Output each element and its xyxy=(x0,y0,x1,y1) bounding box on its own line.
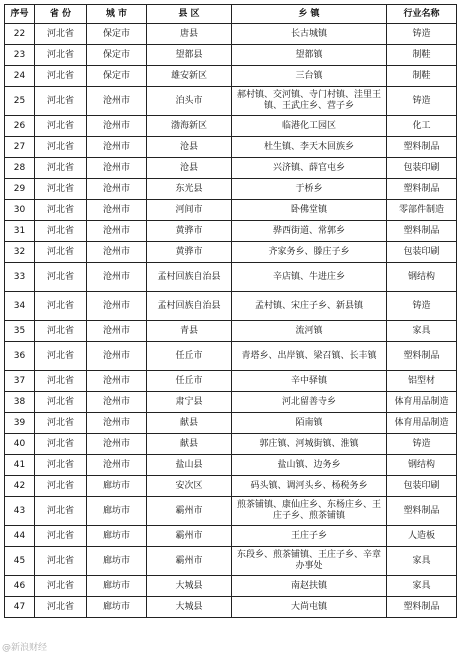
cell-industry: 塑料制品 xyxy=(387,342,457,371)
cell-index: 30 xyxy=(5,200,35,221)
cell-industry: 家具 xyxy=(387,321,457,342)
cell-city: 沧州市 xyxy=(87,137,147,158)
cell-index: 31 xyxy=(5,221,35,242)
cell-index: 24 xyxy=(5,66,35,87)
table-row xyxy=(5,321,457,342)
cell-industry: 铸造 xyxy=(387,24,457,45)
table-row xyxy=(5,221,457,242)
cell-county: 沧县 xyxy=(147,137,232,158)
cell-city: 沧州市 xyxy=(87,158,147,179)
header-province: 省 份 xyxy=(35,5,87,24)
cell-province: 河北省 xyxy=(35,116,87,137)
cell-industry: 零部件制造 xyxy=(387,200,457,221)
cell-province: 河北省 xyxy=(35,66,87,87)
cell-town: 齐家务乡、滕庄子乡 xyxy=(232,242,387,263)
cell-province: 河北省 xyxy=(35,576,87,597)
cell-city: 沧州市 xyxy=(87,434,147,455)
cell-city: 保定市 xyxy=(87,24,147,45)
cell-industry: 体育用品制造 xyxy=(387,413,457,434)
cell-index: 26 xyxy=(5,116,35,137)
cell-county: 唐县 xyxy=(147,24,232,45)
cell-province: 河北省 xyxy=(35,242,87,263)
cell-industry: 铸造 xyxy=(387,292,457,321)
cell-county: 望都县 xyxy=(147,45,232,66)
cell-industry: 塑料制品 xyxy=(387,179,457,200)
header-town: 乡 镇 xyxy=(232,5,387,24)
table-row xyxy=(5,547,457,576)
cell-county: 青县 xyxy=(147,321,232,342)
cell-town: 青塔乡、出岸镇、梁召镇、长丰镇 xyxy=(232,342,387,371)
cell-county: 献县 xyxy=(147,434,232,455)
cell-industry: 包装印刷 xyxy=(387,242,457,263)
cell-industry: 包装印刷 xyxy=(387,158,457,179)
cell-province: 河北省 xyxy=(35,526,87,547)
cell-county: 东光县 xyxy=(147,179,232,200)
cell-city: 廊坊市 xyxy=(87,547,147,576)
table-row xyxy=(5,66,457,87)
cell-city: 沧州市 xyxy=(87,263,147,292)
cell-town: 孟村镇、宋庄子乡、新县镇 xyxy=(232,292,387,321)
cell-town: 煎茶铺镇、康仙庄乡、东杨庄乡、王庄子乡、煎茶铺镇 xyxy=(232,497,387,526)
cell-county: 献县 xyxy=(147,413,232,434)
cell-county: 霸州市 xyxy=(147,547,232,576)
table-row xyxy=(5,292,457,321)
table-row xyxy=(5,45,457,66)
cell-county: 黄骅市 xyxy=(147,242,232,263)
cell-town: 陌南镇 xyxy=(232,413,387,434)
cell-town: 兴济镇、薛官屯乡 xyxy=(232,158,387,179)
cell-province: 河北省 xyxy=(35,200,87,221)
cell-province: 河北省 xyxy=(35,137,87,158)
cell-town: 长古城镇 xyxy=(232,24,387,45)
table-row xyxy=(5,158,457,179)
table-row xyxy=(5,455,457,476)
cell-industry: 塑料制品 xyxy=(387,221,457,242)
cell-town: 码头镇、调河头乡、杨税务乡 xyxy=(232,476,387,497)
cell-city: 保定市 xyxy=(87,45,147,66)
table-row xyxy=(5,179,457,200)
cell-index: 22 xyxy=(5,24,35,45)
watermark: @新浪财经 xyxy=(2,643,48,653)
cell-industry: 制鞋 xyxy=(387,45,457,66)
cell-town: 三台镇 xyxy=(232,66,387,87)
cell-county: 肃宁县 xyxy=(147,392,232,413)
cell-index: 38 xyxy=(5,392,35,413)
cell-town: 望都镇 xyxy=(232,45,387,66)
cell-town: 河北留善寺乡 xyxy=(232,392,387,413)
cell-province: 河北省 xyxy=(35,179,87,200)
cell-index: 47 xyxy=(5,597,35,618)
cell-province: 河北省 xyxy=(35,342,87,371)
table-row xyxy=(5,263,457,292)
cell-industry: 塑料制品 xyxy=(387,137,457,158)
table-row xyxy=(5,597,457,618)
cell-county: 沧县 xyxy=(147,158,232,179)
table-row xyxy=(5,371,457,392)
industry-table xyxy=(4,4,457,618)
cell-index: 42 xyxy=(5,476,35,497)
cell-town: 南赵扶镇 xyxy=(232,576,387,597)
table-row xyxy=(5,137,457,158)
cell-index: 29 xyxy=(5,179,35,200)
table-row xyxy=(5,476,457,497)
cell-county: 黄骅市 xyxy=(147,221,232,242)
cell-county: 盐山县 xyxy=(147,455,232,476)
cell-province: 河北省 xyxy=(35,158,87,179)
cell-town: 临港化工园区 xyxy=(232,116,387,137)
cell-city: 沧州市 xyxy=(87,342,147,371)
table-row xyxy=(5,392,457,413)
cell-industry: 铝型材 xyxy=(387,371,457,392)
cell-county: 任丘市 xyxy=(147,371,232,392)
cell-town: 杜生镇、李天木回族乡 xyxy=(232,137,387,158)
cell-province: 河北省 xyxy=(35,392,87,413)
cell-county: 孟村回族自治县 xyxy=(147,263,232,292)
cell-county: 河间市 xyxy=(147,200,232,221)
cell-county: 孟村回族自治县 xyxy=(147,292,232,321)
cell-index: 36 xyxy=(5,342,35,371)
cell-index: 28 xyxy=(5,158,35,179)
cell-index: 25 xyxy=(5,87,35,116)
table-row xyxy=(5,342,457,371)
cell-city: 廊坊市 xyxy=(87,476,147,497)
cell-city: 廊坊市 xyxy=(87,526,147,547)
cell-city: 沧州市 xyxy=(87,371,147,392)
cell-town: 卧佛堂镇 xyxy=(232,200,387,221)
header-industry: 行业名称 xyxy=(387,5,457,24)
cell-town: 于桥乡 xyxy=(232,179,387,200)
cell-town: 郝村镇、交河镇、寺门村镇、洼里王镇、王武庄乡、营子乡 xyxy=(232,87,387,116)
cell-province: 河北省 xyxy=(35,221,87,242)
cell-province: 河北省 xyxy=(35,292,87,321)
cell-city: 沧州市 xyxy=(87,292,147,321)
cell-city: 沧州市 xyxy=(87,321,147,342)
cell-county: 泊头市 xyxy=(147,87,232,116)
cell-industry: 铸造 xyxy=(387,434,457,455)
table-row xyxy=(5,242,457,263)
cell-city: 廊坊市 xyxy=(87,597,147,618)
cell-index: 35 xyxy=(5,321,35,342)
cell-index: 44 xyxy=(5,526,35,547)
cell-city: 沧州市 xyxy=(87,179,147,200)
cell-industry: 人造板 xyxy=(387,526,457,547)
cell-industry: 塑料制品 xyxy=(387,597,457,618)
cell-province: 河北省 xyxy=(35,497,87,526)
cell-industry: 家具 xyxy=(387,547,457,576)
cell-town: 东段乡、煎茶铺镇、王庄子乡、辛章办事处 xyxy=(232,547,387,576)
cell-town: 辛店镇、牛进庄乡 xyxy=(232,263,387,292)
cell-index: 37 xyxy=(5,371,35,392)
cell-index: 27 xyxy=(5,137,35,158)
cell-index: 46 xyxy=(5,576,35,597)
cell-city: 沧州市 xyxy=(87,413,147,434)
cell-province: 河北省 xyxy=(35,263,87,292)
cell-town: 流河镇 xyxy=(232,321,387,342)
cell-province: 河北省 xyxy=(35,476,87,497)
cell-city: 沧州市 xyxy=(87,242,147,263)
table-row xyxy=(5,116,457,137)
cell-city: 沧州市 xyxy=(87,455,147,476)
cell-city: 廊坊市 xyxy=(87,576,147,597)
cell-index: 23 xyxy=(5,45,35,66)
cell-county: 安次区 xyxy=(147,476,232,497)
table-row xyxy=(5,526,457,547)
table-row xyxy=(5,200,457,221)
cell-province: 河北省 xyxy=(35,413,87,434)
cell-town: 郭庄镇、河城街镇、淮镇 xyxy=(232,434,387,455)
cell-county: 大城县 xyxy=(147,576,232,597)
cell-county: 雄安新区 xyxy=(147,66,232,87)
cell-town: 大尚屯镇 xyxy=(232,597,387,618)
cell-city: 沧州市 xyxy=(87,200,147,221)
cell-county: 渤海新区 xyxy=(147,116,232,137)
cell-industry: 铸造 xyxy=(387,87,457,116)
cell-industry: 家具 xyxy=(387,576,457,597)
cell-county: 大城县 xyxy=(147,597,232,618)
cell-city: 沧州市 xyxy=(87,221,147,242)
cell-index: 43 xyxy=(5,497,35,526)
cell-industry: 塑料制品 xyxy=(387,497,457,526)
cell-index: 32 xyxy=(5,242,35,263)
table-row xyxy=(5,87,457,116)
table-row xyxy=(5,413,457,434)
cell-city: 沧州市 xyxy=(87,392,147,413)
cell-province: 河北省 xyxy=(35,321,87,342)
cell-town: 王庄子乡 xyxy=(232,526,387,547)
header-index: 序号 xyxy=(5,5,35,24)
table-header-row xyxy=(5,5,457,24)
cell-index: 33 xyxy=(5,263,35,292)
cell-city: 保定市 xyxy=(87,66,147,87)
cell-county: 霸州市 xyxy=(147,526,232,547)
cell-province: 河北省 xyxy=(35,455,87,476)
cell-county: 任丘市 xyxy=(147,342,232,371)
cell-city: 沧州市 xyxy=(87,87,147,116)
cell-province: 河北省 xyxy=(35,597,87,618)
cell-industry: 钢结构 xyxy=(387,455,457,476)
cell-province: 河北省 xyxy=(35,371,87,392)
cell-province: 河北省 xyxy=(35,87,87,116)
table-row xyxy=(5,576,457,597)
cell-province: 河北省 xyxy=(35,45,87,66)
cell-province: 河北省 xyxy=(35,24,87,45)
cell-industry: 化工 xyxy=(387,116,457,137)
cell-index: 34 xyxy=(5,292,35,321)
cell-index: 40 xyxy=(5,434,35,455)
table-row xyxy=(5,434,457,455)
cell-industry: 体育用品制造 xyxy=(387,392,457,413)
cell-town: 辛中驿镇 xyxy=(232,371,387,392)
cell-index: 45 xyxy=(5,547,35,576)
cell-province: 河北省 xyxy=(35,434,87,455)
cell-index: 41 xyxy=(5,455,35,476)
table-row xyxy=(5,24,457,45)
cell-province: 河北省 xyxy=(35,547,87,576)
cell-town: 骅西街道、常郭乡 xyxy=(232,221,387,242)
cell-city: 沧州市 xyxy=(87,116,147,137)
cell-city: 廊坊市 xyxy=(87,497,147,526)
cell-industry: 钢结构 xyxy=(387,263,457,292)
cell-index: 39 xyxy=(5,413,35,434)
table-row xyxy=(5,497,457,526)
cell-industry: 包装印刷 xyxy=(387,476,457,497)
table-body xyxy=(5,24,457,618)
cell-county: 霸州市 xyxy=(147,497,232,526)
cell-town: 盐山镇、边务乡 xyxy=(232,455,387,476)
header-county: 县 区 xyxy=(147,5,232,24)
header-city: 城 市 xyxy=(87,5,147,24)
cell-industry: 制鞋 xyxy=(387,66,457,87)
